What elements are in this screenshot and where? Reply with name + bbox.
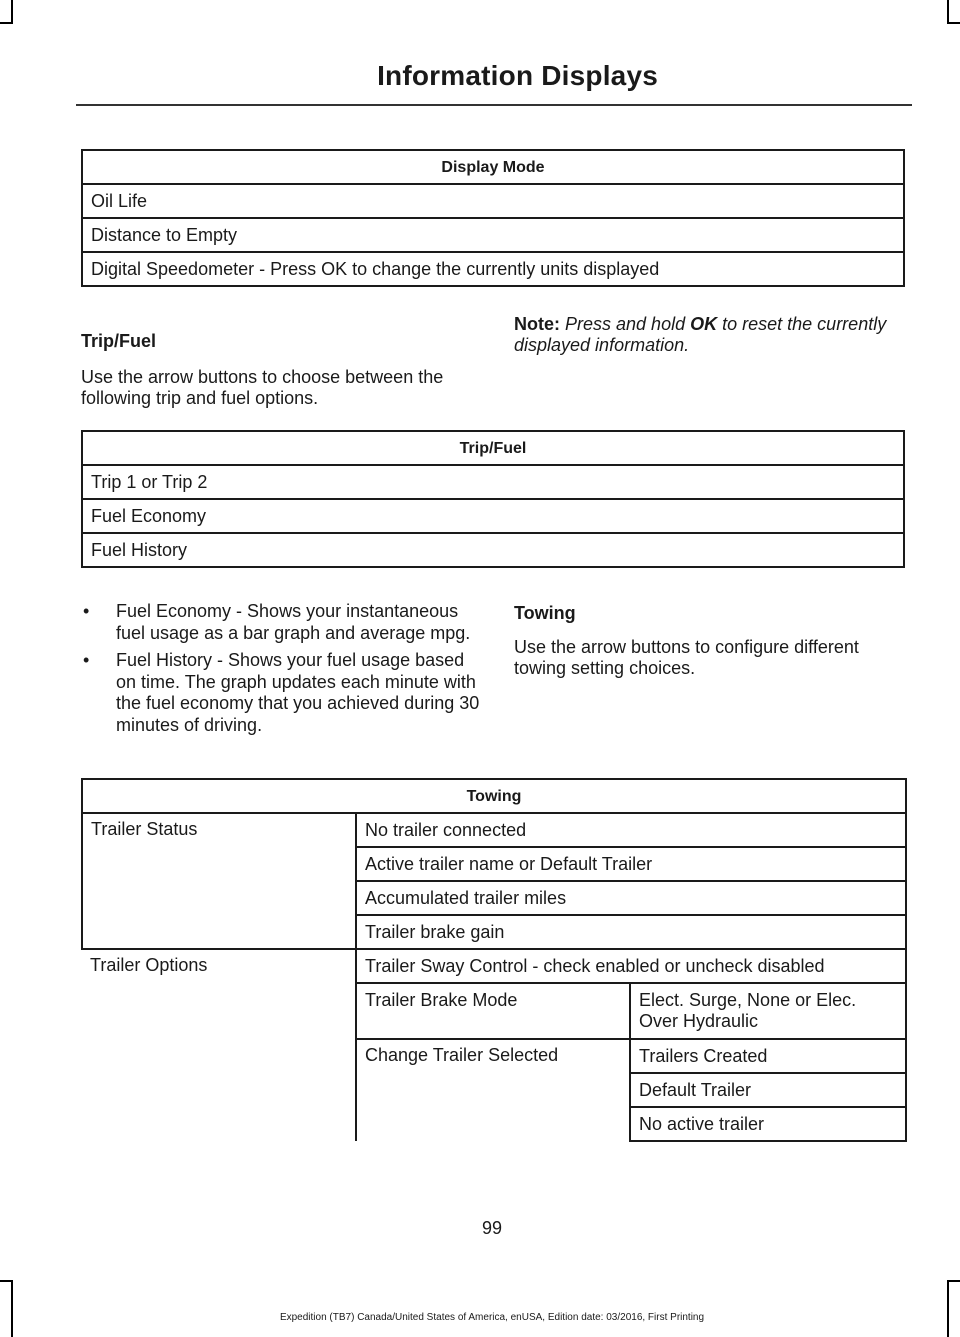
table-row: Accumulated trailer miles	[356, 881, 906, 915]
towing-table	[81, 778, 907, 1142]
table-header: Towing	[82, 779, 906, 813]
bullet-list	[81, 601, 481, 742]
trip-fuel-description: Use the arrow buttons to choose between the following trip and fuel options.	[81, 367, 444, 408]
section-heading-towing: Towing	[514, 603, 576, 623]
table-header: Display Mode	[82, 150, 904, 184]
table-header: Trip/Fuel	[82, 431, 904, 465]
table-row: Trailer Sway Control - check enabled or uncheck disabled	[356, 949, 906, 983]
crop-mark	[947, 1280, 960, 1282]
table-row: Distance to Empty	[82, 218, 904, 252]
table-row: Default Trailer	[630, 1073, 906, 1107]
note-text: to reset the currently displayed information.	[514, 314, 887, 355]
table-row: Trailers Created	[630, 1039, 906, 1073]
table-row: No trailer connected	[356, 813, 906, 847]
display-mode-table	[81, 149, 905, 287]
crop-mark	[11, 0, 13, 22]
crop-mark	[947, 1280, 949, 1337]
trailer-options-label: Trailer Options	[82, 949, 356, 1141]
table-row: Oil Life	[82, 184, 904, 218]
list-item: • Fuel Economy - Shows your instantaneous fuel usage as a bar graph and average mpg.	[81, 601, 481, 644]
trailer-status-label: Trailer Status	[82, 813, 356, 949]
trip-fuel-table	[81, 430, 905, 568]
table-row: Fuel History	[82, 533, 904, 567]
table-row: Trailer brake gain	[356, 915, 906, 949]
note-text: Press and hold	[565, 314, 686, 334]
trailer-brake-mode-label: Trailer Brake Mode	[356, 983, 630, 1039]
note-key: OK	[690, 314, 718, 334]
table-row: Digital Speedometer - Press OK to change the currently units displayed	[82, 252, 904, 286]
page-title: Information Displays	[377, 60, 658, 91]
section-heading-trip-fuel: Trip/Fuel	[81, 331, 157, 351]
trailer-brake-mode-value: Elect. Surge, None or Elec. Over Hydraulic	[630, 983, 906, 1039]
change-trailer-label: Change Trailer Selected	[356, 1039, 630, 1141]
table-row: Active trailer name or Default Trailer	[356, 847, 906, 881]
table-row: No active trailer	[630, 1107, 906, 1141]
note-label: Note:	[514, 314, 560, 334]
page-number: 99	[481, 1218, 503, 1238]
list-item: • Fuel History - Shows your fuel usage based on time. The graph updates each minute with the fuel economy that you achieved during 30 minutes of driving.	[81, 650, 481, 736]
crop-mark	[947, 0, 949, 22]
crop-mark	[947, 22, 960, 24]
header-divider	[76, 104, 912, 106]
table-row: Trip 1 or Trip 2	[82, 465, 904, 499]
note	[514, 314, 894, 356]
crop-mark	[0, 22, 13, 24]
footer-edition: Expedition (TB7) Canada/United States of America, enUSA, Edition date: 03/2016, First Printing	[279, 1312, 705, 1323]
table-row: Fuel Economy	[82, 499, 904, 533]
crop-mark	[0, 1280, 13, 1282]
towing-description: Use the arrow buttons to configure different towing setting choices.	[514, 637, 859, 678]
crop-mark	[11, 1280, 13, 1337]
